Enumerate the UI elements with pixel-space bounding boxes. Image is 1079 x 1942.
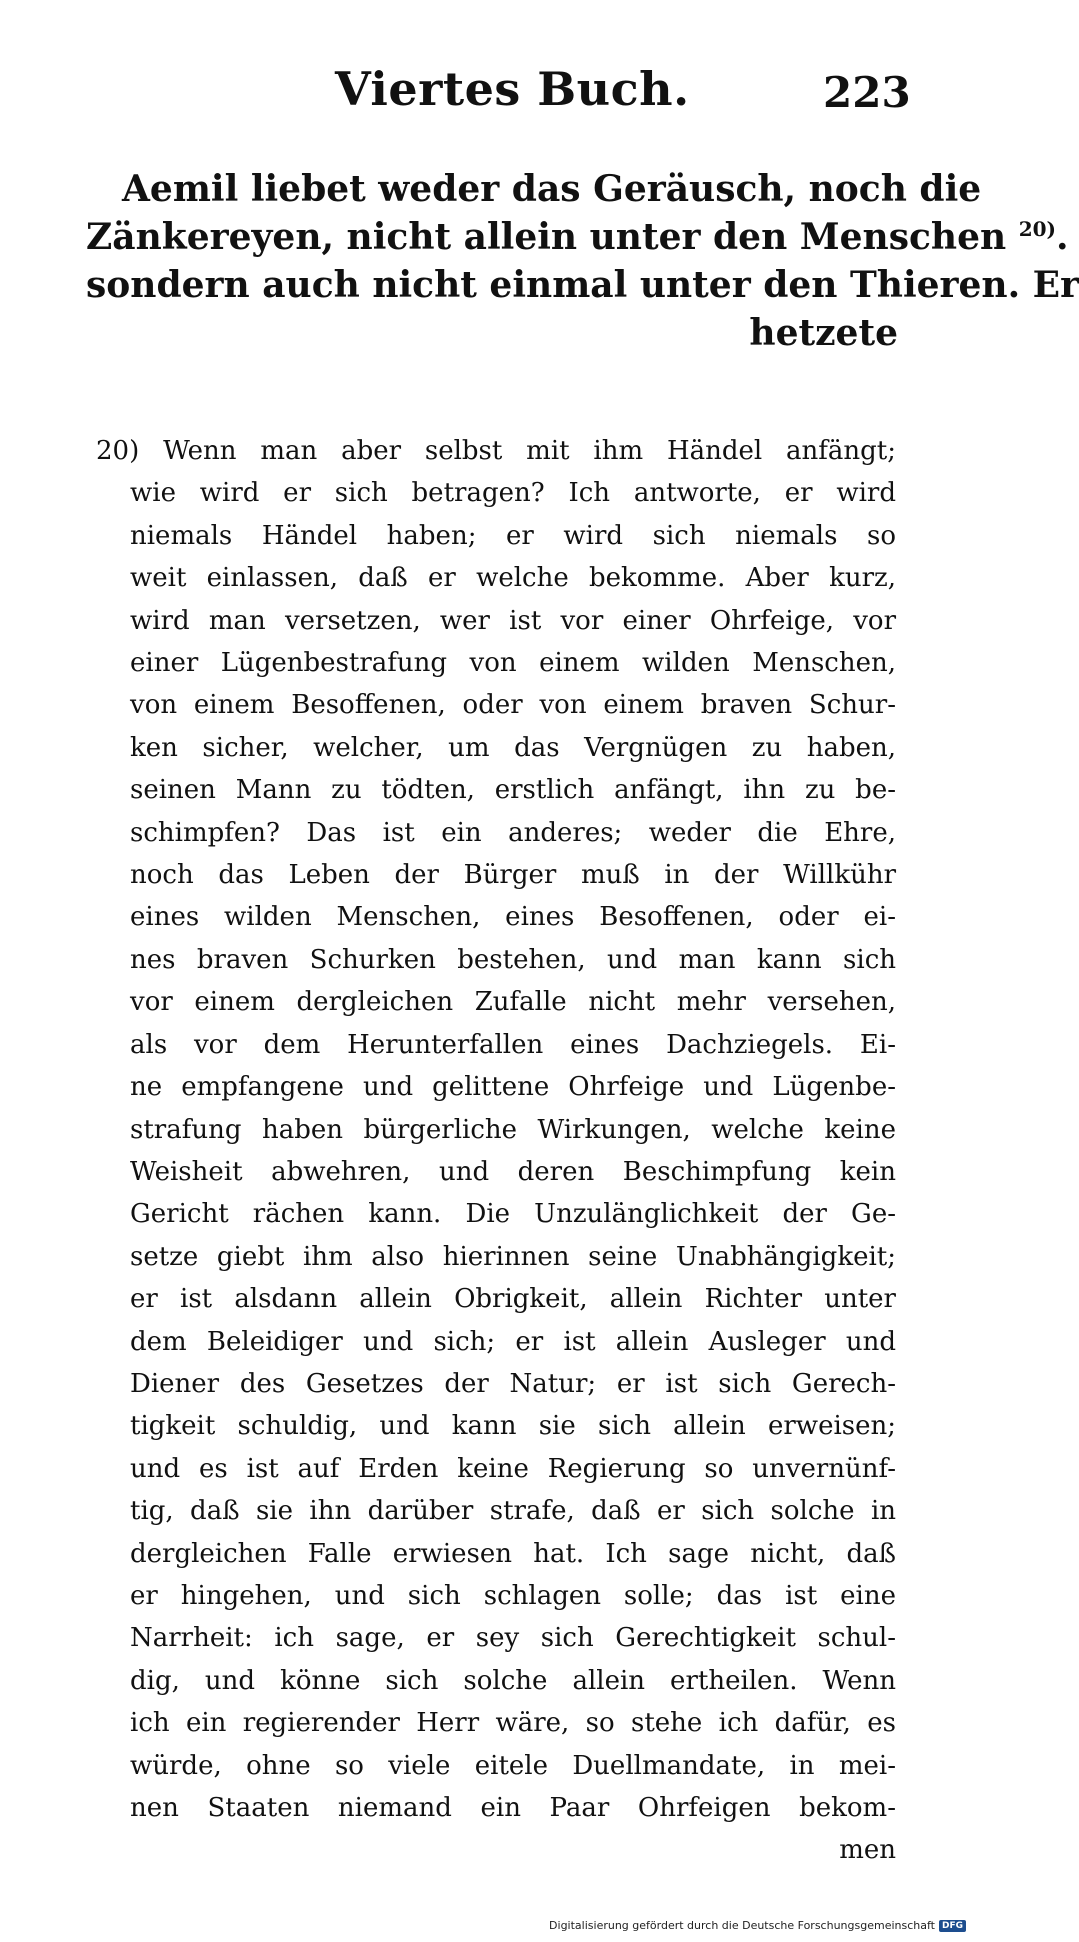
main-text-line-with-ref [86,213,1069,261]
credit-text: Digitalisierung gefördert durch die Deutsche Forschungsgemeinschaft [549,1919,935,1932]
footnote-line: dig, und könne sich solche allein ertheilen. Wenn [130,1665,896,1696]
footnote-line: dem Beleidiger und sich; er ist allein Ausleger und [130,1326,896,1357]
footnote-line: wird man versetzen, wer ist vor einer Ohrfeige, vor [130,605,896,636]
footnote-first-line [96,430,896,472]
footnote-line: Diener des Gesetzes der Natur; er ist sich Gerech- [130,1368,896,1399]
footnote-marker: 20) [96,436,140,466]
footnote-line: noch das Leben der Bürger muß in der Willkühr [130,860,896,891]
main-text-line: Zänkereyen, nicht allein unter den Menschen [86,216,1007,258]
footnote-reference: 20) [1018,217,1057,241]
footnote-line: tigkeit schuldig, und kann sie sich allein erweisen; [130,1411,896,1442]
footnote-line: und es ist auf Erden keine Regierung so unvernünf- [130,1453,896,1484]
running-header-title: Viertes Buch. [335,62,690,116]
footnote-line: einer Lügenbestrafung von einem wilden Menschen, [130,648,896,679]
footnote-catchword: men [839,1835,896,1866]
footnote-line: setze giebt ihm also hierinnen seine Unabhängigkeit; [130,1241,896,1272]
footnote-block [96,430,896,1872]
footnote-reference-trail: . [1056,216,1069,258]
footnote-line: weit einlassen, daß er welche bekomme. Aber kurz, [130,563,896,594]
footnote-line: seinen Mann zu tödten, erstlich anfängt, ihn zu be- [130,775,896,806]
footnote-line: ich ein regierender Herr wäre, so stehe ich dafür, es [130,1708,896,1739]
footnote-line: tig, daß sie ihn darüber strafe, daß er sich solche in [130,1496,896,1527]
footnote-line: Gericht rächen kann. Die Unzulänglichkeit der Ge- [130,1199,896,1230]
footnote-line: nes braven Schurken bestehen, und man kann sich [130,944,896,975]
footnote-line: wie wird er sich betragen? Ich antworte, er wird [130,478,896,509]
footnote-line: dergleichen Falle erwiesen hat. Ich sage nicht, daß [130,1538,896,1569]
catchword: hetzete [749,312,898,354]
footnote-line: er ist alsdann allein Obrigkeit, allein Richter unter [130,1284,896,1315]
footnote-line: als vor dem Herunterfallen eines Dachziegels. Ei- [130,1029,896,1060]
footnote-line: vor einem dergleichen Zufalle nicht mehr versehen, [130,987,896,1018]
footnote-line: niemals Händel haben; er wird sich niemals so [130,520,896,551]
footnote-line: strafung haben bürgerliche Wirkungen, welche keine [130,1114,896,1145]
page-number: 223 [823,68,911,117]
footnote-line: nen Staaten niemand ein Paar Ohrfeigen bekom- [130,1793,896,1823]
footnote-line: Weisheit abwehren, und deren Beschimpfung kein [130,1156,896,1187]
digitization-credit [549,1919,966,1932]
footnote-line: schimpfen? Das ist ein anderes; weder die Ehre, [130,817,896,848]
footnote-line: ken sicher, welcher, um das Vergnügen zu haben, [130,732,896,763]
footnote-line: eines wilden Menschen, eines Besoffenen, oder ei- [130,902,896,933]
footnote-line: Wenn man aber selbst mit ihm Händel anfängt; [163,436,896,466]
footnote-line: ne empfangene und gelittene Ohrfeige und Lügenbe- [130,1072,896,1103]
main-text-line: sondern auch nicht einmal unter den Thieren. Er [86,264,1079,306]
footnote-line: Narrheit: ich sage, er sey sich Gerechtigkeit schul- [130,1623,896,1654]
footnote-line: würde, ohne so viele eitele Duellmandate, in mei- [130,1750,896,1781]
main-text-line: Aemil liebet weder das Geräusch, noch die [122,168,982,210]
dfg-logo-icon: DFG [939,1920,966,1932]
footnote-line: er hingehen, und sich schlagen solle; das ist eine [130,1580,896,1611]
main-text-block [86,165,1079,357]
footnote-line: von einem Besoffenen, oder von einem braven Schur- [130,690,896,721]
